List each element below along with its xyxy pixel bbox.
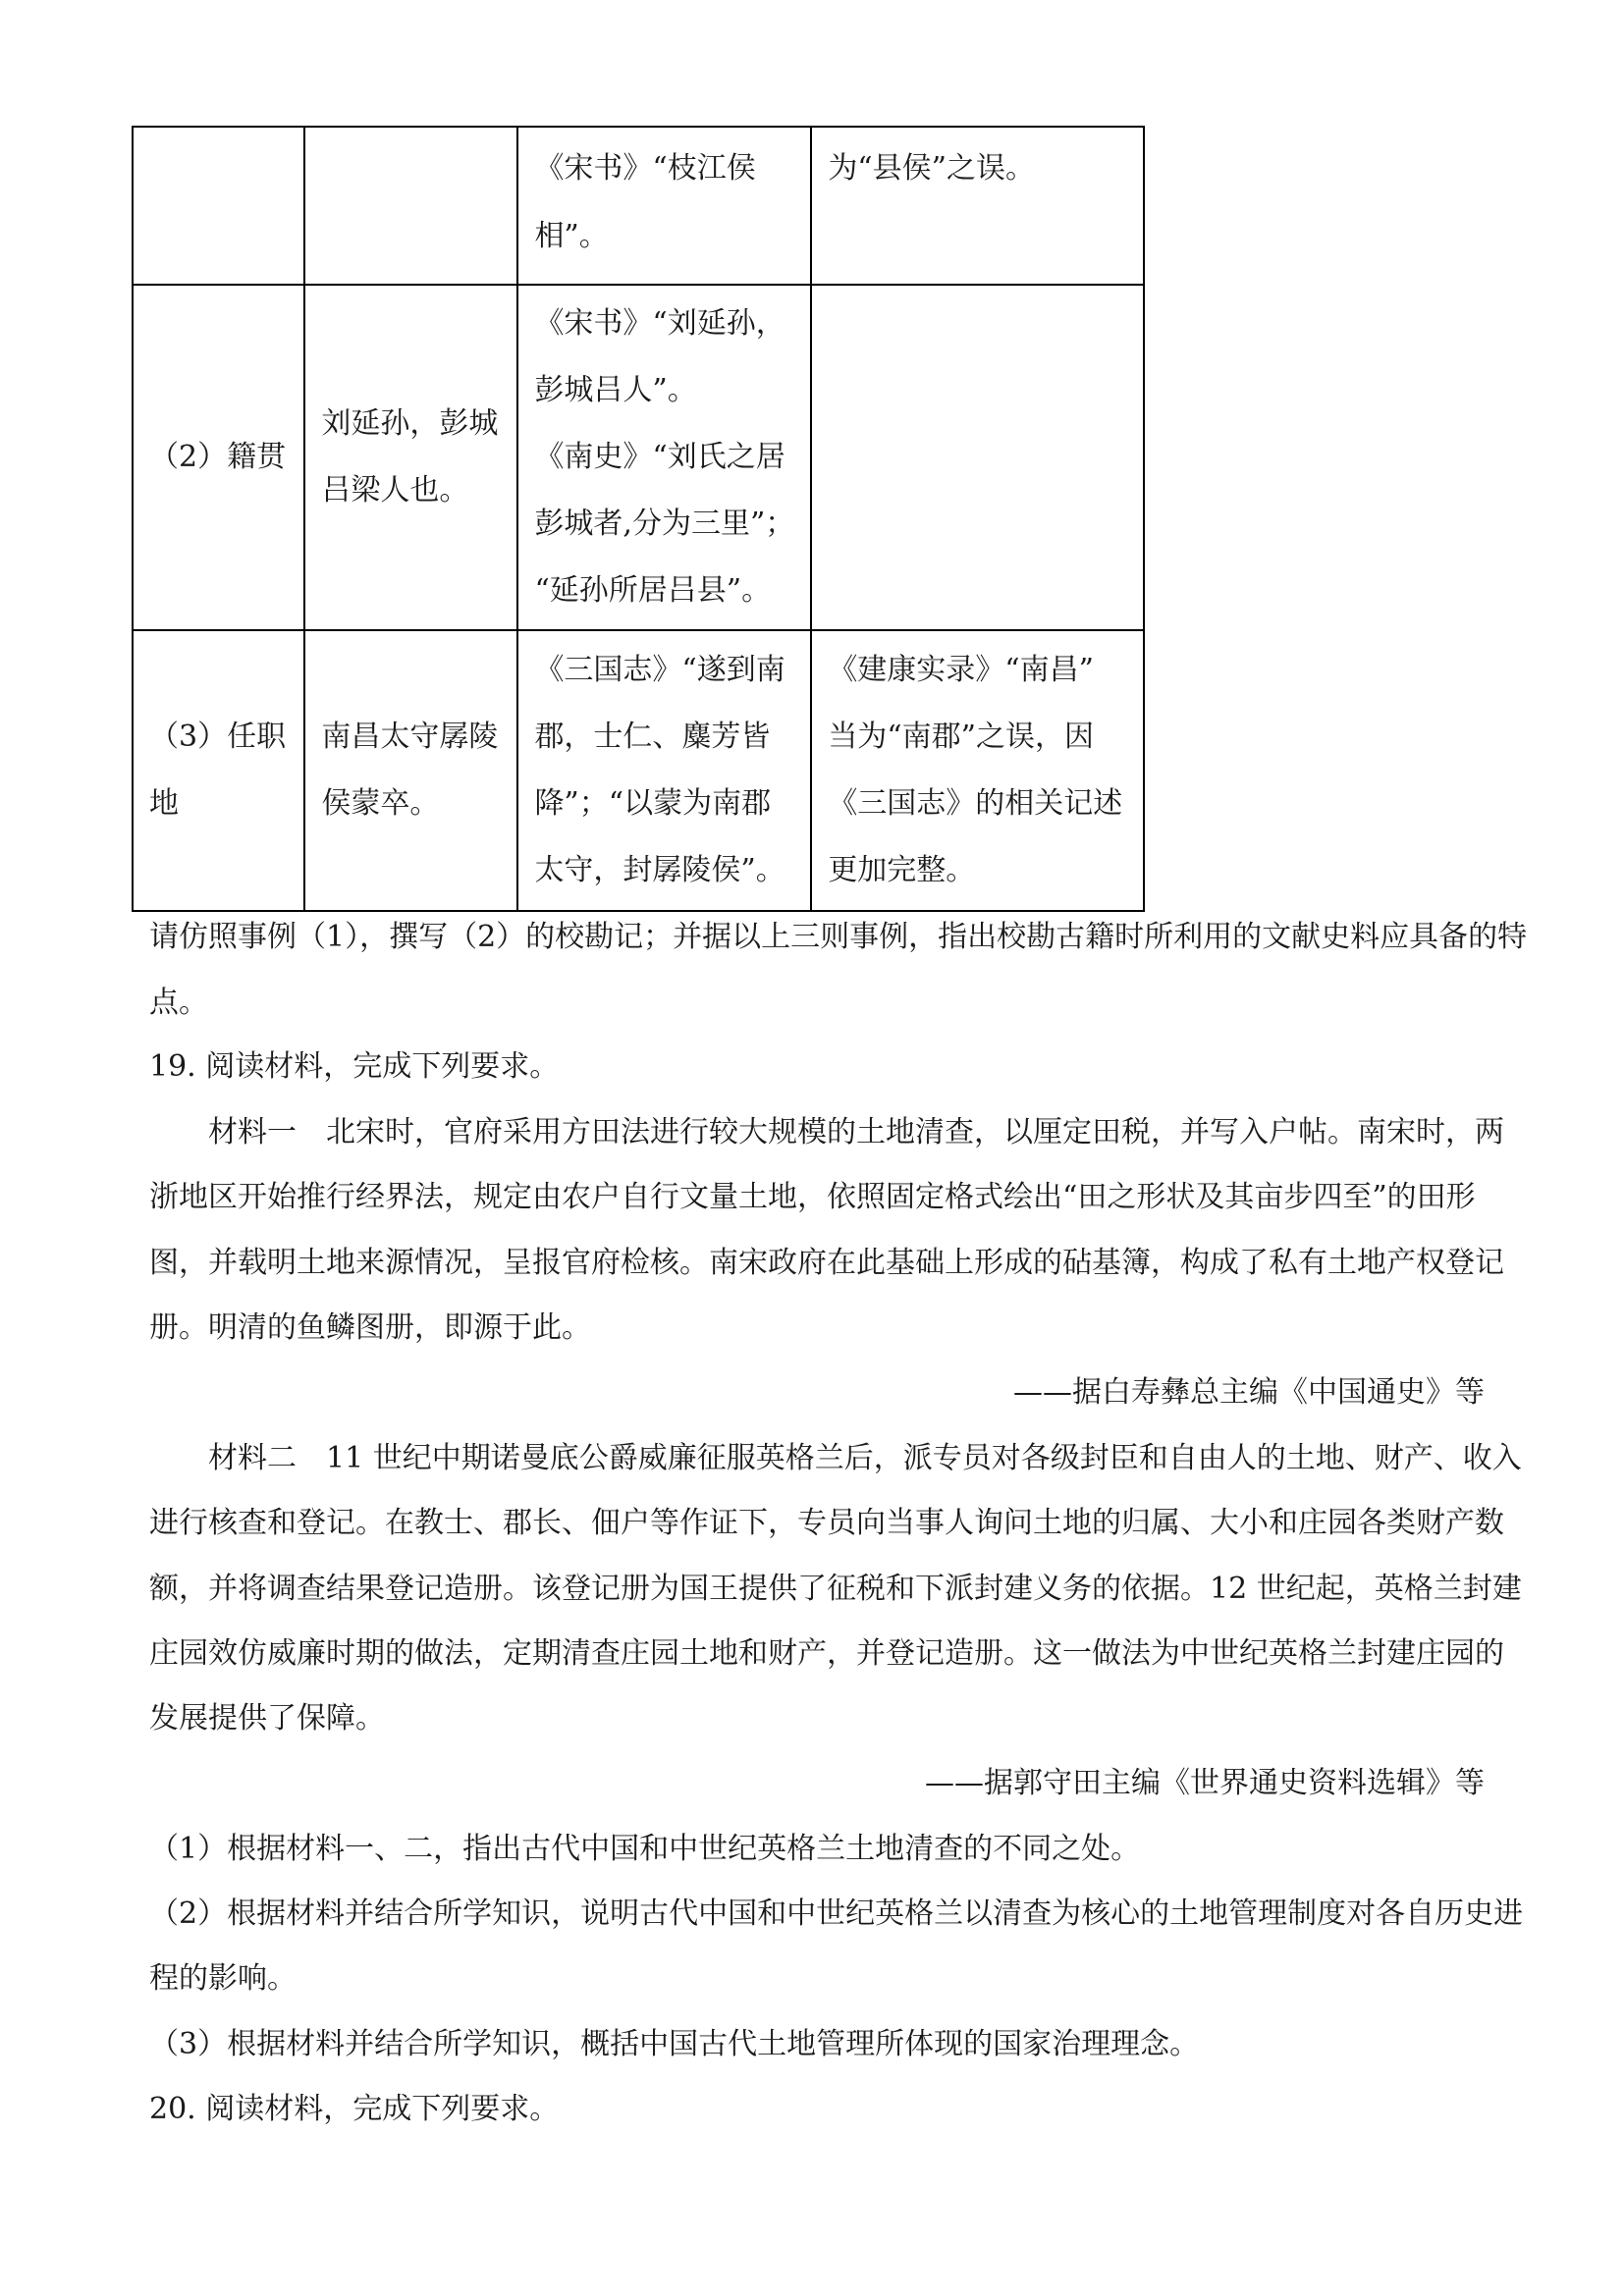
q18-instruction: 请仿照事例（1），撰写（2）的校勘记；并据以上三则事例，指出校勘古籍时所利用的文献史料应具备的特 — [149, 920, 1528, 954]
row-label: （2）籍贯 — [149, 440, 287, 474]
material2-line: 额，并将调查结果登记造册。该登记册为国王提供了征税和下派封建义务的依据。12 世纪起，英格兰封建 — [149, 1572, 1522, 1606]
cell-text: 《宋书》“枝江侯 — [534, 151, 756, 186]
table-cell — [517, 127, 811, 285]
cell-line: 太守，封孱陵侯”。 — [534, 853, 785, 887]
cell-line: 《宋书》“刘延孙， — [534, 306, 785, 341]
table-cell — [517, 630, 811, 911]
cell-line — [534, 135, 794, 203]
question-2: （2）根据材料并结合所学知识，说明古代中国和中世纪英格兰以清查为核心的土地管理制度对各自历史进 — [149, 1896, 1524, 1931]
cell-line: 侯蒙卒。 — [321, 786, 440, 821]
cell-line: 《三国志》“遂到南 — [534, 653, 785, 687]
cell-line: 《南史》“刘氏之居 — [534, 440, 785, 474]
cell-line: 《三国志》的相关记述 — [828, 786, 1123, 821]
table-row — [133, 127, 1144, 285]
cell-line: 南昌太守孱陵 — [321, 720, 499, 754]
cell-line: 刘延孙，彭城 — [321, 406, 499, 441]
question-1: （1）根据材料一、二，指出古代中国和中世纪英格兰土地清查的不同之处。 — [149, 1832, 1141, 1866]
material2-line: 进行核查和登记。在教士、郡长、佃户等作证下，专员向当事人询问土地的归属、大小和庄园各类财产数 — [149, 1506, 1504, 1540]
cell-line: 为“县侯”之误。 — [828, 151, 1035, 186]
material2-source: ——据郭守田主编《世界通史资料选辑》等 — [925, 1766, 1485, 1800]
table-cell — [304, 285, 517, 630]
question-3: （3）根据材料并结合所学知识，概括中国古代土地管理所体现的国家治理理念。 — [149, 2027, 1200, 2061]
row-label: （3）任职 — [149, 720, 287, 754]
collation-table — [132, 126, 1145, 912]
cell-line: 更加完整。 — [828, 853, 976, 887]
cell-line: 当为“南郡”之误，因 — [828, 720, 1094, 754]
cell-line: 降”；“以蒙为南郡 — [534, 786, 772, 821]
table-cell — [304, 630, 517, 911]
material2-line: 发展提供了保障。 — [149, 1701, 385, 1735]
material2-line: 庄园效仿威廉时期的做法，定期清查庄园土地和财产，并登记造册。这一做法为中世纪英格兰封建庄园的 — [149, 1636, 1504, 1671]
material2-line: 材料二 11 世纪中期诺曼底公爵威廉征服英格兰后，派专员对各级封臣和自由人的土地、财产、收入 — [208, 1441, 1522, 1475]
cell-line: 相”。 — [534, 219, 609, 253]
table-cell — [133, 630, 304, 911]
table-cell — [811, 127, 1144, 285]
table-row — [133, 630, 1144, 911]
material1-line: 浙地区开始推行经界法，规定由农户自行文量土地，依照固定格式绘出“田之形状及其亩步四至”的田形 — [149, 1180, 1476, 1214]
material1-line: 图，并载明土地来源情况，呈报官府检核。南宋政府在此基础上形成的砧基簿，构成了私有土地产权登记 — [149, 1246, 1504, 1280]
table-cell — [133, 127, 304, 285]
cell-line: 《建康实录》“南昌” — [828, 653, 1094, 687]
cell-line: 彭城者,分为三里”； — [534, 507, 795, 541]
table-cell — [304, 127, 517, 285]
material1-line: 册。明清的鱼鳞图册，即源于此。 — [149, 1310, 591, 1345]
q19-title: 19. 阅读材料，完成下列要求。 — [149, 1049, 560, 1084]
cell-line: 郡，士仁、麋芳皆 — [534, 720, 771, 754]
q18-instruction-cont: 点。 — [149, 986, 208, 1020]
cell-line: 彭城吕人”。 — [534, 373, 697, 407]
q20-title: 20. 阅读材料，完成下列要求。 — [149, 2092, 560, 2126]
cell-line: “延孙所居吕县”。 — [534, 573, 772, 608]
table-cell — [811, 630, 1144, 911]
table-cell — [811, 285, 1144, 630]
table-row — [133, 285, 1144, 630]
table-cell — [133, 285, 304, 630]
material1-line: 材料一 北宋时，官府采用方田法进行较大规模的土地清查，以厘定田税，并写入户帖。南宋时，两 — [208, 1115, 1504, 1149]
table-cell — [517, 285, 811, 630]
row-label: 地 — [149, 786, 179, 821]
material1-source: ——据白寿彝总主编《中国通史》等 — [1013, 1375, 1485, 1410]
cell-line: 吕梁人也。 — [321, 473, 469, 507]
question-2-cont: 程的影响。 — [149, 1961, 297, 1996]
